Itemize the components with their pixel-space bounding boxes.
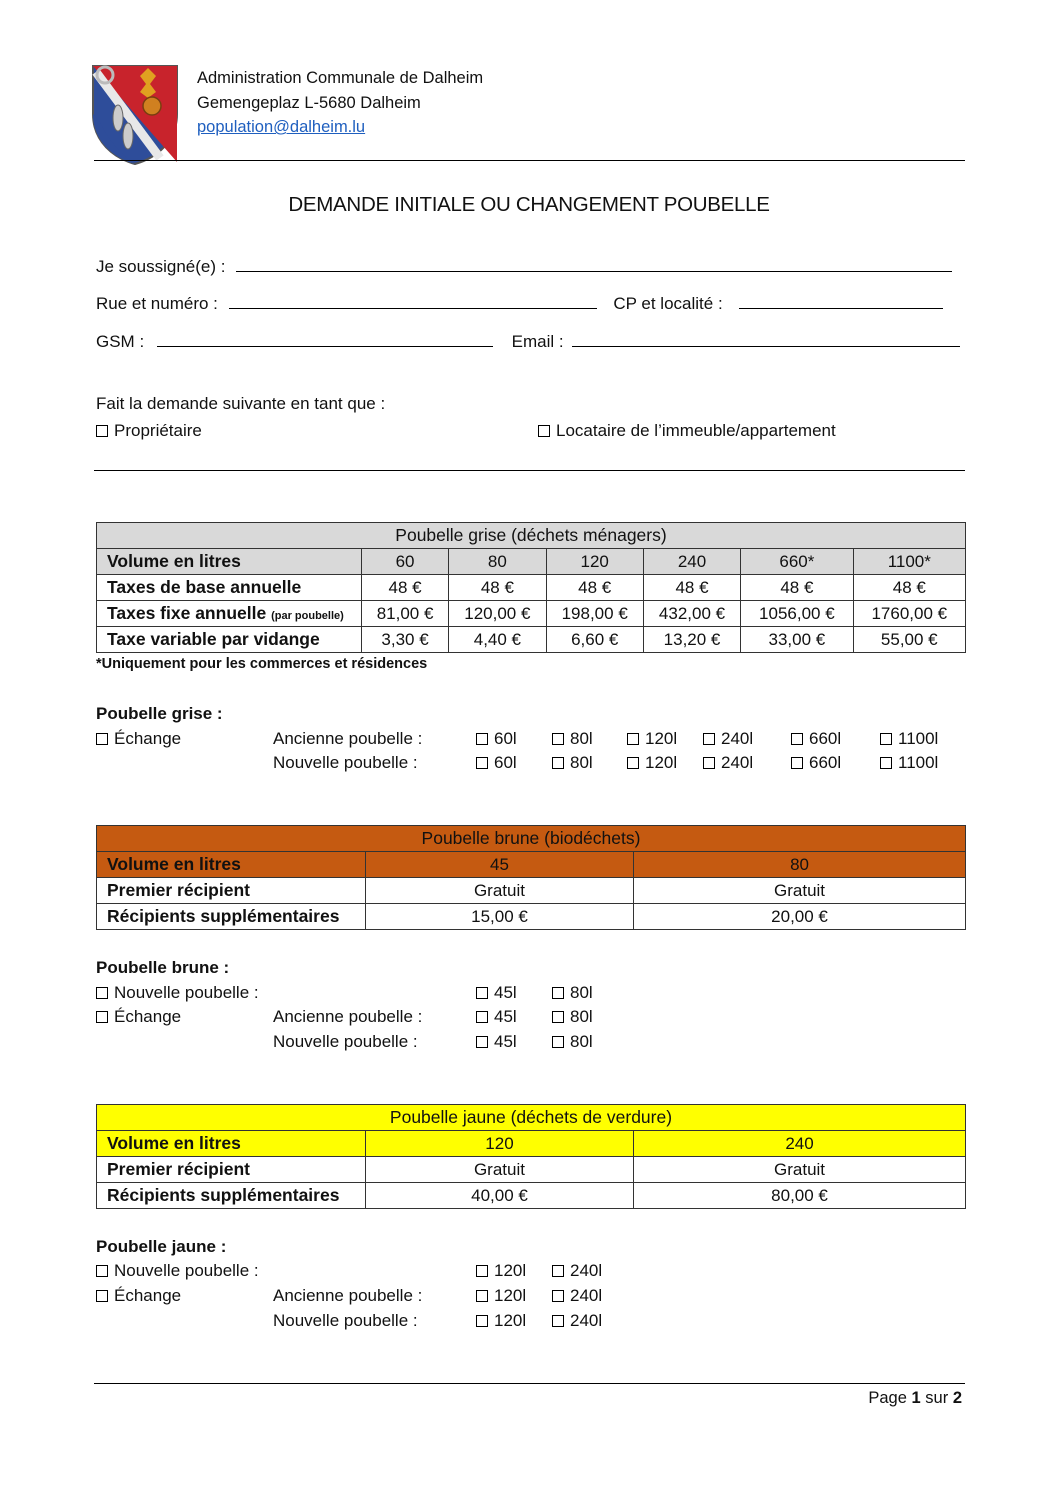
grey-old-80-checkbox[interactable] bbox=[552, 733, 564, 745]
org-address: Gemengeplaz L-5680 Dalheim bbox=[197, 93, 421, 112]
yellow-old-240-checkbox[interactable] bbox=[552, 1290, 564, 1302]
grey-old-label: Ancienne poubelle : bbox=[273, 729, 423, 748]
grey-new-label: Nouvelle poubelle : bbox=[273, 753, 418, 772]
request-intro: Fait la demande suivante en tant que : bbox=[96, 394, 386, 413]
grey-old-60-checkbox[interactable] bbox=[476, 733, 488, 745]
grey-fixe-cell: 1056,00 € bbox=[741, 601, 853, 627]
yellow-size-label: 120l bbox=[494, 1311, 527, 1330]
grey-table-title: Poubelle grise (déchets ménagers) bbox=[97, 523, 966, 549]
yellow-size-label: 120l bbox=[494, 1261, 527, 1280]
grey-var-cell: 3,30 € bbox=[361, 627, 448, 653]
yellow-form-title: Poubelle jaune : bbox=[96, 1237, 227, 1256]
yellow-exchange-label: Échange bbox=[114, 1286, 182, 1305]
yellow-volume-row bbox=[97, 1131, 966, 1157]
soussigne-input[interactable] bbox=[236, 255, 952, 272]
grey-volume-row bbox=[97, 549, 966, 575]
grey-var-cell: 13,20 € bbox=[643, 627, 740, 653]
brown-first-row bbox=[97, 878, 966, 904]
grey-new-60-checkbox[interactable] bbox=[476, 757, 488, 769]
grey-new-660-checkbox[interactable] bbox=[791, 757, 803, 769]
grey-size-label: 660l bbox=[809, 729, 842, 748]
brown-volume-row bbox=[97, 852, 966, 878]
brown-extra-row bbox=[97, 904, 966, 930]
yellow-first-label: Premier récipient bbox=[97, 1157, 366, 1183]
email-input[interactable] bbox=[572, 330, 960, 347]
brown-newbin-label: Nouvelle poubelle : bbox=[114, 983, 259, 1002]
yellow-old-label: Ancienne poubelle : bbox=[273, 1286, 423, 1305]
grey-old-660-checkbox[interactable] bbox=[791, 733, 803, 745]
yellow-new-120-checkbox[interactable] bbox=[476, 1315, 488, 1327]
grey-old-1100-checkbox[interactable] bbox=[880, 733, 892, 745]
yellow-fee-table bbox=[96, 1104, 966, 1209]
yellow-table-title-row bbox=[97, 1105, 966, 1131]
grey-volume-cell: 240 bbox=[643, 549, 740, 575]
grey-table-title-row bbox=[97, 523, 966, 549]
brown-volume-label: Volume en litres bbox=[97, 852, 366, 878]
grey-var-label: Taxe variable par vidange bbox=[97, 627, 362, 653]
grey-base-label: Taxes de base annuelle bbox=[97, 575, 362, 601]
brown-table-title-row bbox=[97, 826, 966, 852]
grey-size-label: 1100l bbox=[898, 729, 939, 748]
grey-fixe-label: Taxes fixe annuelle bbox=[107, 603, 267, 623]
grey-fee-table bbox=[96, 522, 966, 653]
brown-first-cell: Gratuit bbox=[365, 878, 633, 904]
yellow-first-row bbox=[97, 1157, 966, 1183]
grey-size-label: 660l bbox=[809, 753, 842, 772]
yellow-new-label: Nouvelle poubelle : bbox=[273, 1311, 418, 1330]
yellow-old-120-checkbox[interactable] bbox=[476, 1290, 488, 1302]
brown-volume-cell: 80 bbox=[634, 852, 966, 878]
brown-first-cell: Gratuit bbox=[634, 878, 966, 904]
yellow-extra-label: Récipients supplémentaires bbox=[97, 1183, 366, 1209]
grey-fixe-cell: 1760,00 € bbox=[853, 601, 965, 627]
grey-new-80-checkbox[interactable] bbox=[552, 757, 564, 769]
brown-newbin-checkbox[interactable] bbox=[96, 987, 108, 999]
gsm-label: GSM : bbox=[96, 332, 145, 351]
grey-fixe-label-cell bbox=[97, 601, 362, 627]
tenant-checkbox[interactable] bbox=[538, 425, 550, 437]
grey-new-120-checkbox[interactable] bbox=[627, 757, 639, 769]
owner-label: Propriétaire bbox=[114, 421, 202, 440]
yellow-volume-label: Volume en litres bbox=[97, 1131, 366, 1157]
org-email-link[interactable]: population@dalheim.lu bbox=[197, 118, 366, 136]
cp-input[interactable] bbox=[739, 292, 943, 309]
grey-size-label: 1100l bbox=[898, 753, 939, 772]
brown-old-45-checkbox[interactable] bbox=[476, 1011, 488, 1023]
grey-base-row bbox=[97, 575, 966, 601]
grey-base-cell: 48 € bbox=[449, 575, 546, 601]
grey-base-cell: 48 € bbox=[741, 575, 853, 601]
grey-footnote: *Uniquement pour les commerces et résidences bbox=[96, 656, 428, 672]
grey-exchange-label: Échange bbox=[114, 729, 182, 748]
grey-size-label: 60l bbox=[494, 729, 517, 748]
grey-form-title: Poubelle grise : bbox=[96, 704, 223, 723]
yellow-extra-cell: 80,00 € bbox=[634, 1183, 966, 1209]
page-sep: sur bbox=[925, 1389, 949, 1407]
grey-base-cell: 48 € bbox=[546, 575, 643, 601]
yellow-exchange-checkbox[interactable] bbox=[96, 1290, 108, 1302]
footer-rule bbox=[94, 1383, 965, 1384]
brown-fee-table bbox=[96, 825, 966, 930]
section-rule bbox=[94, 470, 965, 471]
owner-checkbox[interactable] bbox=[96, 425, 108, 437]
grey-fixe-cell: 81,00 € bbox=[361, 601, 448, 627]
brown-new-80-checkbox[interactable] bbox=[552, 1036, 564, 1048]
grey-volume-cell: 1100* bbox=[853, 549, 965, 575]
email-label: Email : bbox=[511, 332, 564, 351]
yellow-newbin-checkbox[interactable] bbox=[96, 1265, 108, 1277]
grey-fixe-cell: 198,00 € bbox=[546, 601, 643, 627]
coat-of-arms-logo bbox=[90, 62, 180, 166]
yellow-newbin-120-checkbox[interactable] bbox=[476, 1265, 488, 1277]
page-total: 2 bbox=[952, 1389, 962, 1407]
yellow-newbin-label: Nouvelle poubelle : bbox=[114, 1261, 259, 1280]
cp-label: CP et localité : bbox=[613, 294, 723, 313]
yellow-new-240-checkbox[interactable] bbox=[552, 1315, 564, 1327]
brown-exchange-checkbox[interactable] bbox=[96, 1011, 108, 1023]
grey-exchange-checkbox[interactable] bbox=[96, 733, 108, 745]
grey-size-label: 80l bbox=[570, 729, 593, 748]
brown-exchange-label: Échange bbox=[114, 1007, 182, 1026]
yellow-first-cell: Gratuit bbox=[365, 1157, 633, 1183]
tenant-label: Locataire de l’immeuble/appartement bbox=[556, 421, 836, 440]
grey-fixe-row bbox=[97, 601, 966, 627]
grey-volume-cell: 120 bbox=[546, 549, 643, 575]
brown-extra-cell: 15,00 € bbox=[365, 904, 633, 930]
brown-newbin-45-checkbox[interactable] bbox=[476, 987, 488, 999]
grey-fixe-note: (par poubelle) bbox=[271, 610, 344, 622]
soussigne-label: Je soussigné(e) : bbox=[96, 257, 226, 276]
grey-base-cell: 48 € bbox=[643, 575, 740, 601]
yellow-table-title: Poubelle jaune (déchets de verdure) bbox=[97, 1105, 966, 1131]
grey-volume-cell: 60 bbox=[361, 549, 448, 575]
grey-size-label: 60l bbox=[494, 753, 517, 772]
grey-size-label: 120l bbox=[645, 729, 678, 748]
grey-old-120-checkbox[interactable] bbox=[627, 733, 639, 745]
yellow-volume-cell: 120 bbox=[365, 1131, 633, 1157]
brown-old-80-checkbox[interactable] bbox=[552, 1011, 564, 1023]
org-name: Administration Communale de Dalheim bbox=[197, 69, 484, 87]
rue-input[interactable] bbox=[229, 292, 597, 309]
rue-label: Rue et numéro : bbox=[96, 294, 218, 313]
yellow-volume-cell: 240 bbox=[634, 1131, 966, 1157]
grey-var-cell: 55,00 € bbox=[853, 627, 965, 653]
yellow-newbin-240-checkbox[interactable] bbox=[552, 1265, 564, 1277]
brown-size-label: 80l bbox=[570, 1032, 593, 1051]
grey-volume-cell: 80 bbox=[449, 549, 546, 575]
grey-base-cell: 48 € bbox=[361, 575, 448, 601]
brown-size-label: 80l bbox=[570, 1007, 593, 1026]
grey-new-240-checkbox[interactable] bbox=[703, 757, 715, 769]
grey-old-240-checkbox[interactable] bbox=[703, 733, 715, 745]
brown-volume-cell: 45 bbox=[365, 852, 633, 878]
grey-size-label: 240l bbox=[721, 753, 754, 772]
yellow-size-label: 240l bbox=[570, 1311, 603, 1330]
grey-volume-label: Volume en litres bbox=[97, 549, 362, 575]
brown-size-label: 45l bbox=[494, 1032, 517, 1051]
grey-size-label: 80l bbox=[570, 753, 593, 772]
yellow-first-cell: Gratuit bbox=[634, 1157, 966, 1183]
brown-new-45-checkbox[interactable] bbox=[476, 1036, 488, 1048]
grey-var-cell: 33,00 € bbox=[741, 627, 853, 653]
gsm-input[interactable] bbox=[157, 330, 493, 347]
page-prefix: Page bbox=[868, 1389, 907, 1407]
yellow-extra-cell: 40,00 € bbox=[365, 1183, 633, 1209]
yellow-size-label: 240l bbox=[570, 1286, 603, 1305]
yellow-extra-row bbox=[97, 1183, 966, 1209]
brown-extra-cell: 20,00 € bbox=[634, 904, 966, 930]
brown-size-label: 80l bbox=[570, 983, 593, 1002]
yellow-size-label: 120l bbox=[494, 1286, 527, 1305]
brown-table-title: Poubelle brune (biodéchets) bbox=[97, 826, 966, 852]
grey-base-cell: 48 € bbox=[853, 575, 965, 601]
header-rule bbox=[94, 160, 965, 161]
brown-form-title: Poubelle brune : bbox=[96, 958, 230, 977]
grey-var-cell: 4,40 € bbox=[449, 627, 546, 653]
grey-fixe-cell: 432,00 € bbox=[643, 601, 740, 627]
brown-newbin-80-checkbox[interactable] bbox=[552, 987, 564, 999]
grey-var-row bbox=[97, 627, 966, 653]
yellow-size-label: 240l bbox=[570, 1261, 603, 1280]
brown-old-label: Ancienne poubelle : bbox=[273, 1007, 423, 1026]
grey-size-label: 240l bbox=[721, 729, 754, 748]
brown-extra-label: Récipients supplémentaires bbox=[97, 904, 366, 930]
brown-size-label: 45l bbox=[494, 983, 517, 1002]
grey-fixe-cell: 120,00 € bbox=[449, 601, 546, 627]
grey-volume-cell: 660* bbox=[741, 549, 853, 575]
grey-new-1100-checkbox[interactable] bbox=[880, 757, 892, 769]
page-current: 1 bbox=[911, 1389, 921, 1407]
brown-new-label: Nouvelle poubelle : bbox=[273, 1032, 418, 1051]
brown-size-label: 45l bbox=[494, 1007, 517, 1026]
page-title: DEMANDE INITIALE OU CHANGEMENT POUBELLE bbox=[288, 193, 770, 216]
brown-first-label: Premier récipient bbox=[97, 878, 366, 904]
grey-size-label: 120l bbox=[645, 753, 678, 772]
page-number bbox=[868, 1389, 962, 1408]
grey-var-cell: 6,60 € bbox=[546, 627, 643, 653]
